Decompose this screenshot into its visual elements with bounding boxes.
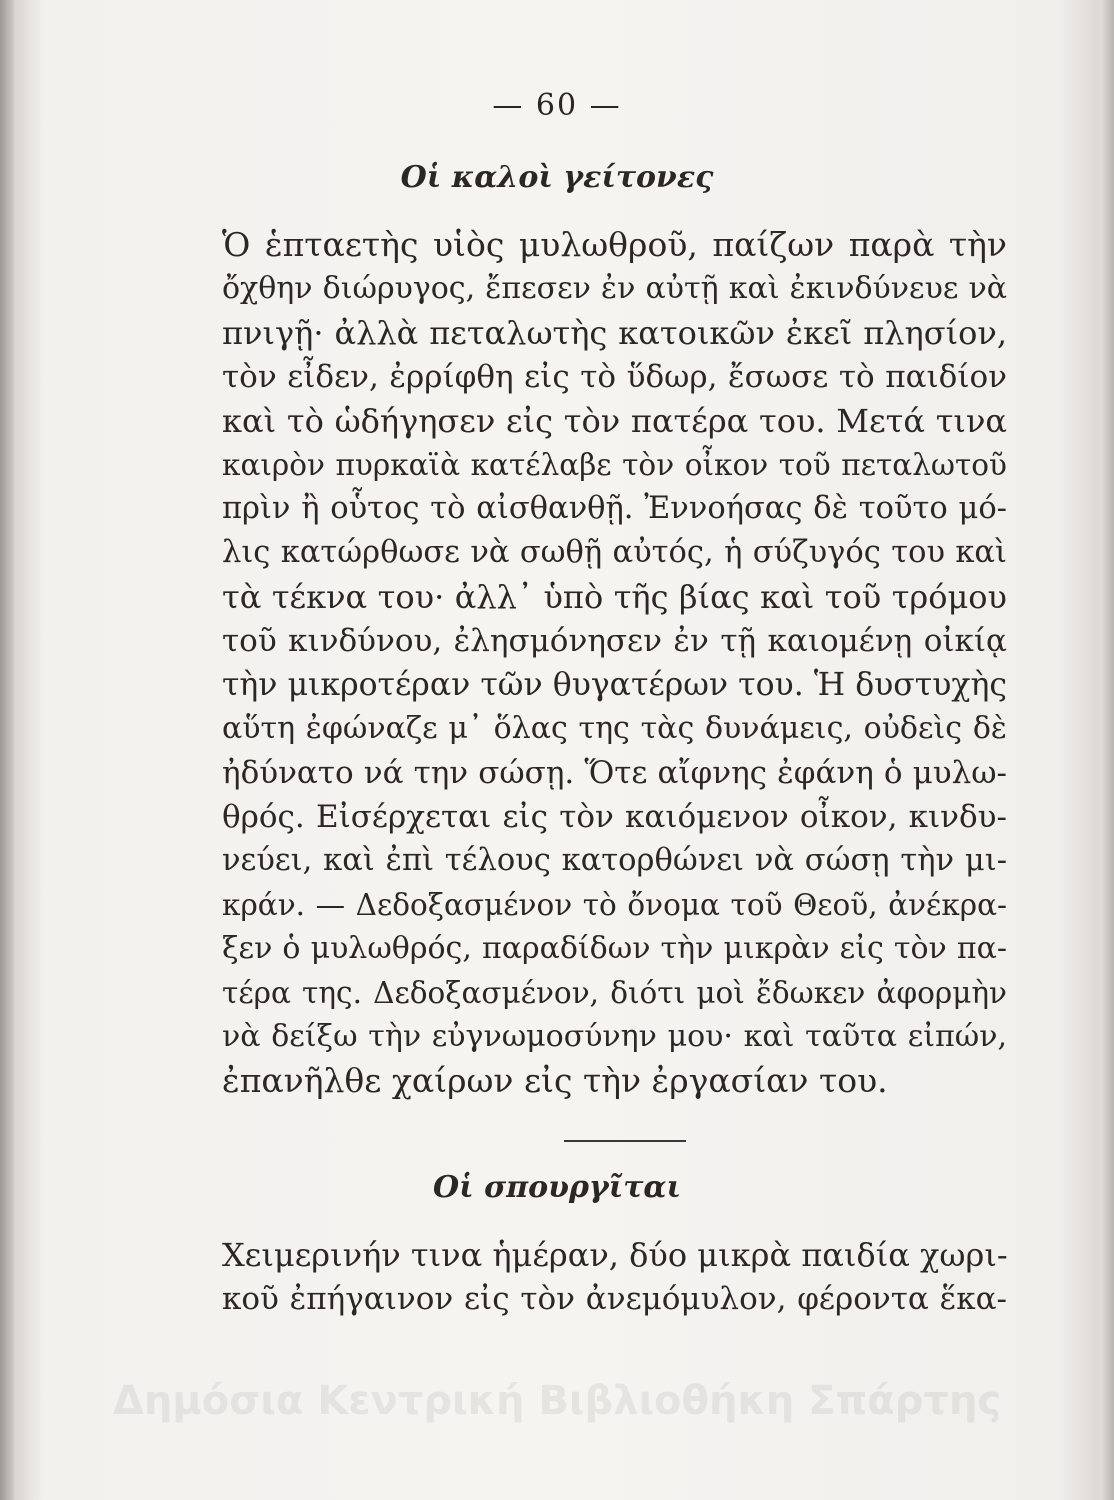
text-line: τοῦ κινδύνου, ἐλησμόνησεν ἐν τῇ καιομένῃ οἰκίᾳ — [222, 623, 1007, 659]
text-line: Χειμερινήν τινα ἡμέραν, δύο μικρὰ παιδία χωρι- — [222, 1236, 1008, 1274]
text-line: ἐπανῆλθε χαίρων εἰς τὴν ἐργασίαν του. — [222, 1061, 888, 1100]
page-edge-left — [0, 0, 14, 1500]
text-line: αὕτη ἐφώναζε μ᾽ ὅλας της τὰς δυνάμεις, οὐδεὶς δὲ — [222, 711, 1007, 746]
text-line: τὴν μικροτέραν τῶν θυγατέρων του. Ἡ δυστυχὴς — [222, 667, 1007, 703]
text-line: τέρα της. Δεδοξασμένον, διότι μοὶ ἔδωκεν ἀφορμὴν — [222, 976, 1007, 1010]
section-title-good-neighbors: Οἱ καλοὶ γείτονες — [400, 160, 714, 195]
text-line: ὄχθην διώρυγος, ἔπεσεν ἐν αὐτῇ καὶ ἐκινδύνευε νὰ — [222, 271, 1007, 306]
text-line: λις κατώρθωσε νὰ σωθῇ αὐτός, ἡ σύζυγός του καὶ — [222, 535, 1007, 570]
text-line: τὰ τέκνα του· ἀλλ᾽ ὑπὸ τῆς βίας καὶ τοῦ τρόμου — [222, 578, 1007, 616]
text-line: κοῦ ἐπήγαινον εἰς τὸν ἀνεμόμυλον, φέροντα ἕκα- — [222, 1281, 1007, 1317]
text-line: ξεν ὁ μυλωθρός, παραδίδων τὴν μικρὰν εἰς τὸν πα- — [222, 931, 1007, 966]
text-line: νεύει, καὶ ἐπὶ τέλους κατορθώνει νὰ σώσῃ τὴν μι- — [222, 843, 1007, 878]
page-number: — 60 — — [492, 88, 622, 123]
text-line: τὸν εἶδεν, ἐρρίφθη εἰς τὸ ὕδωρ, ἔσωσε τὸ παιδίον — [222, 359, 1007, 395]
page-edge-right — [1100, 0, 1114, 1500]
section-title-sparrows: Οἱ σπουργῖται — [432, 1170, 682, 1205]
text-line: Ὁ ἑπταετὴς υἱὸς μυλωθροῦ, παίζων παρὰ τὴν — [222, 225, 1007, 264]
text-line: καὶ τὸ ὡδήγησεν εἰς τὸν πατέρα του. Μετά τινα — [222, 402, 1007, 440]
text-line: ἠδύνατο νά την σώσῃ. Ὅτε αἴφνης ἐφάνη ὁ μυλω- — [222, 755, 1007, 791]
text-line: πνιγῇ· ἀλλὰ πεταλωτὴς κατοικῶν ἐκεῖ πλησίον, — [222, 314, 1007, 352]
text-line: καιρὸν πυρκαϊὰ κατέλαβε τὸν οἶκον τοῦ πεταλωτοῦ — [222, 448, 1007, 482]
text-line: κράν. — Δεδοξασμένον τὸ ὄνομα τοῦ Θεοῦ, ἀνέκρα- — [222, 888, 1007, 922]
text-line: νὰ δείξω τὴν εὐγνωμοσύνην μου· καὶ ταῦτα εἰπών, — [222, 1019, 1007, 1054]
library-watermark: Δημόσια Κεντρική Βιβλιοθήκη Σπάρτης — [112, 1378, 1002, 1424]
text-line: θρός. Εἰσέρχεται εἰς τὸν καιόμενον οἶκον, κινδυ- — [222, 799, 1007, 835]
section-divider — [564, 1140, 686, 1142]
text-line: πρὶν ἢ οὗτος τὸ αἰσθανθῇ. Ἐννοήσας δὲ τοῦτο μό- — [222, 491, 1007, 526]
